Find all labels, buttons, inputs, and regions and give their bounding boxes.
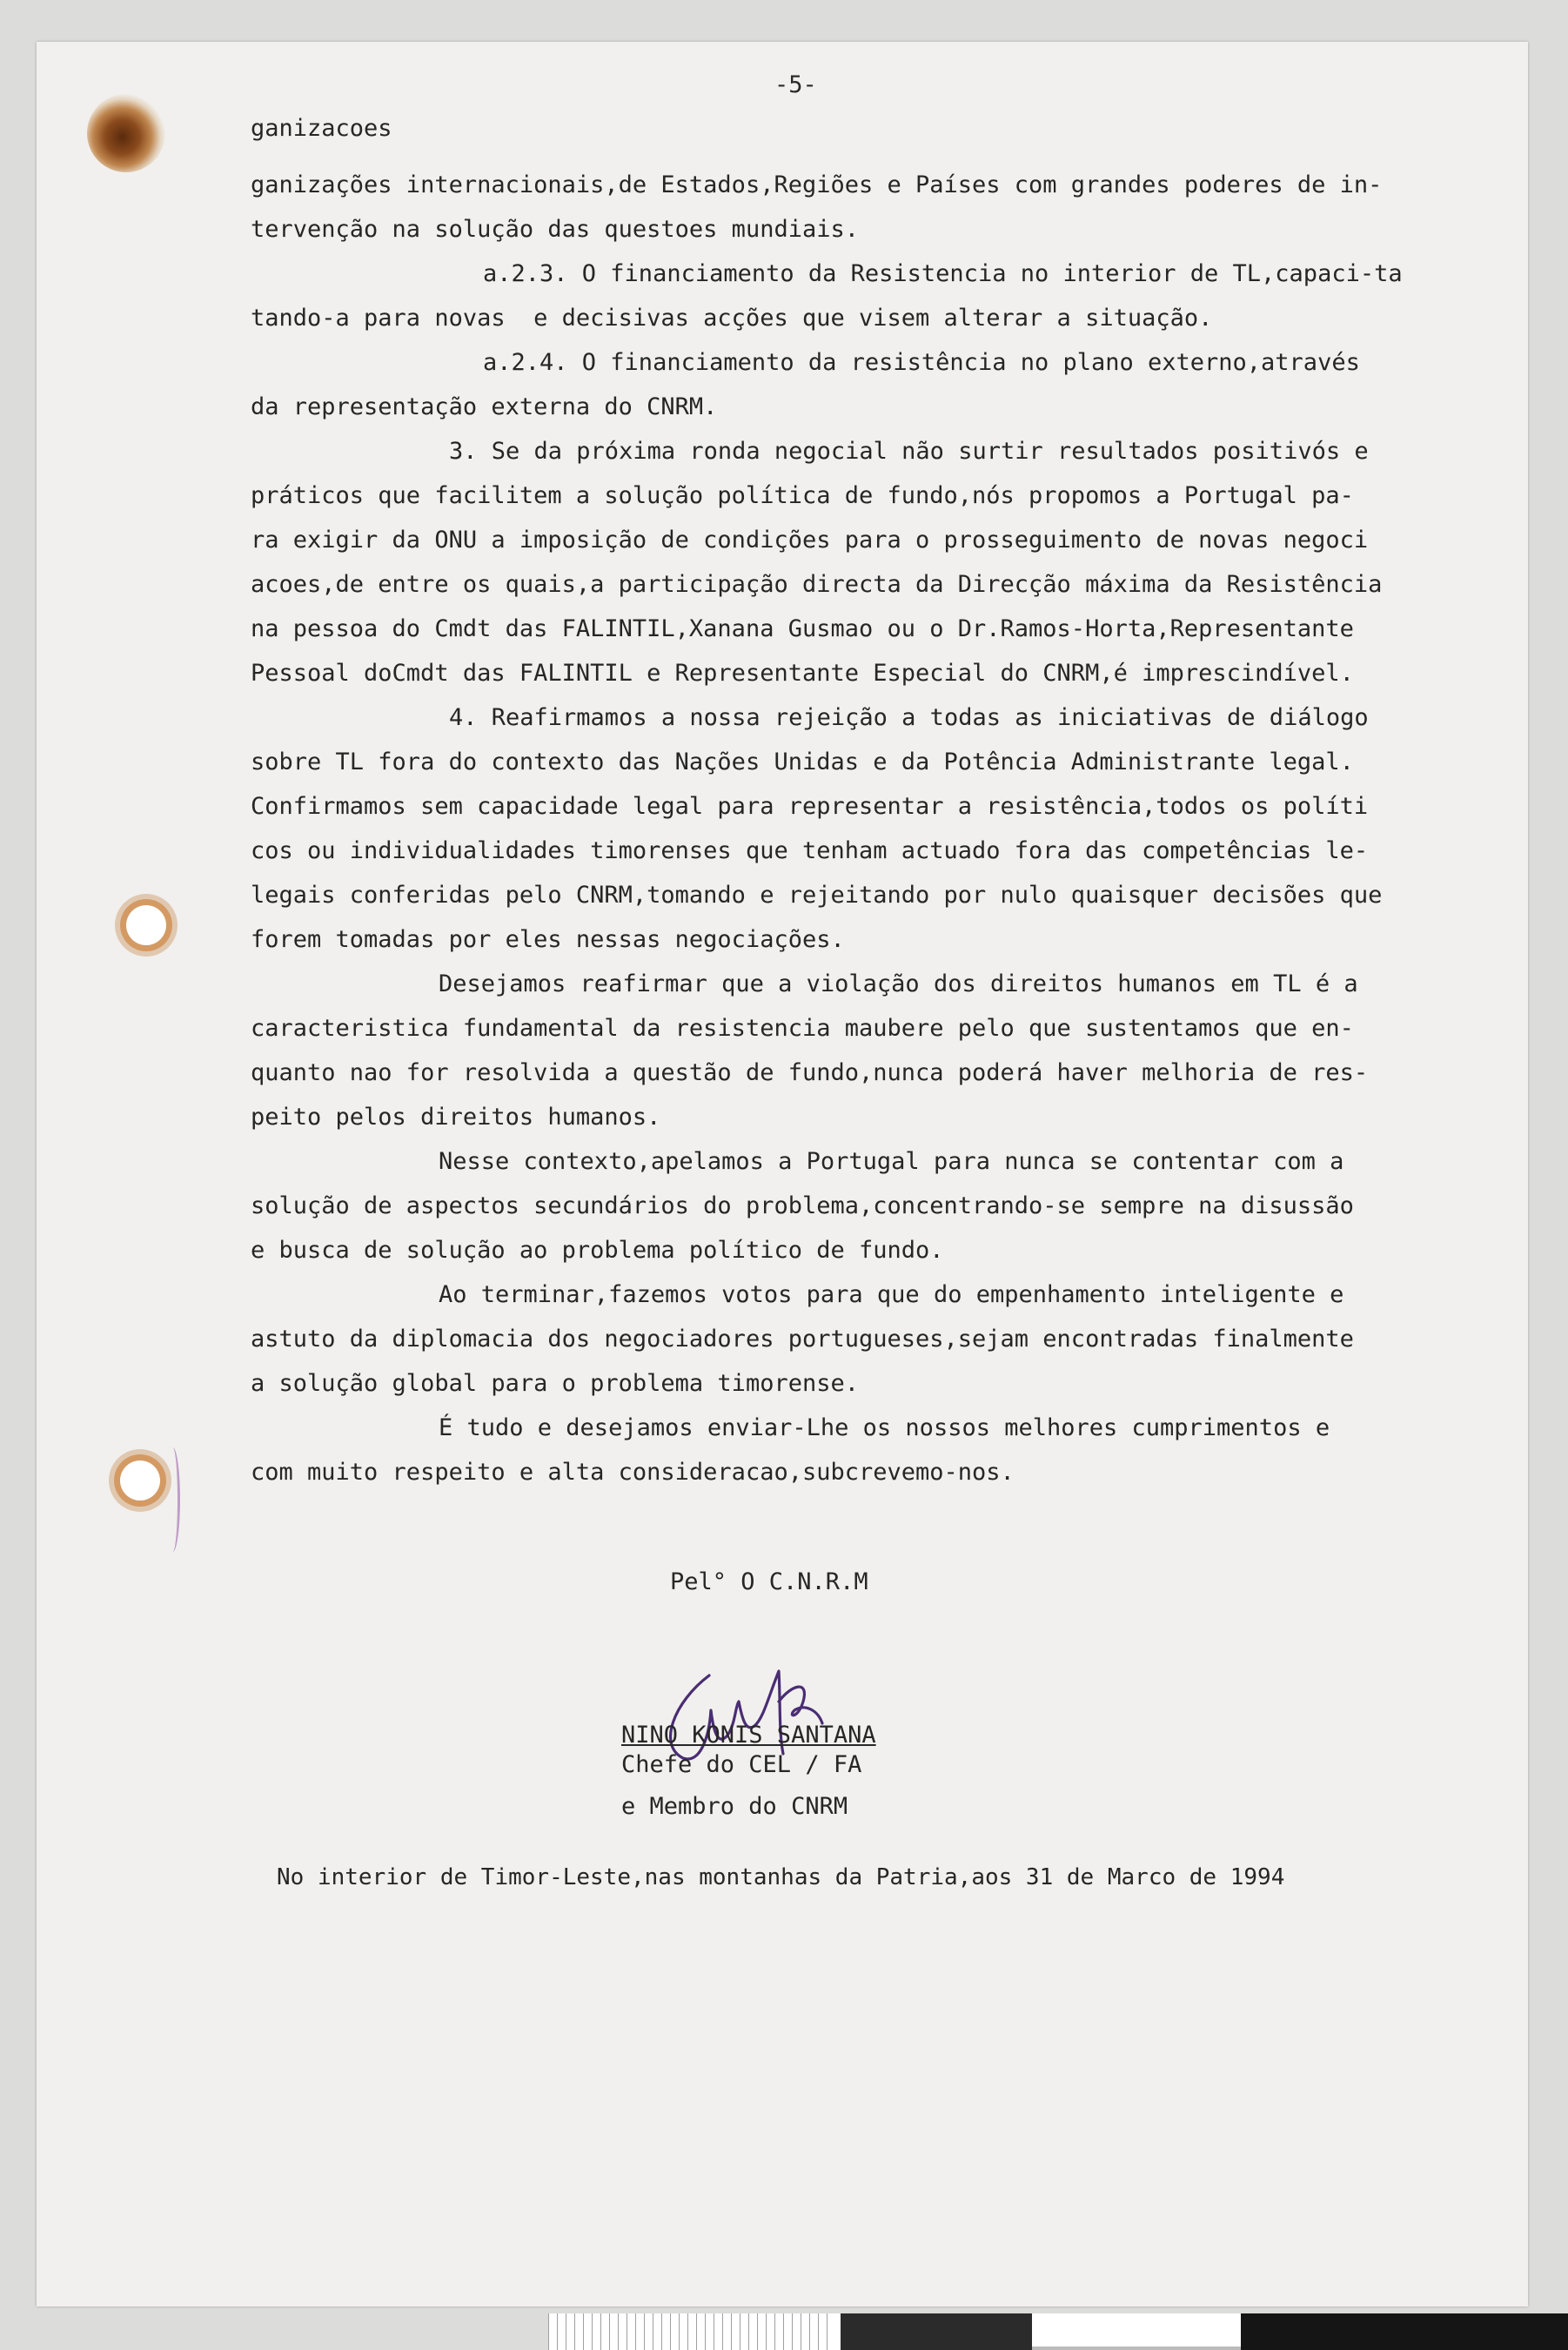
text-line: quanto nao for resolvida a questão de fundo,nunca poderá haver melhoria de res- bbox=[251, 1059, 1369, 1086]
text-line: com muito respeito e alta consideracao,subcrevemo-nos. bbox=[251, 1459, 1015, 1486]
text-line: Pessoal doCmdt das FALINTIL e Representante Especial do CNRM,é imprescindível. bbox=[251, 660, 1354, 687]
text-line: tervenção na solução das questoes mundiais. bbox=[251, 216, 859, 243]
place-date-line: No interior de Timor-Leste,nas montanhas da Patria,aos 31 de Marco de 1994 bbox=[277, 1864, 1285, 1890]
text-line: a.2.3. O financiamento da Resistencia no interior de TL,capaci-ta bbox=[483, 260, 1403, 287]
text-line: Desejamos reafirmar que a violação dos direitos humanos em TL é a bbox=[439, 970, 1358, 997]
punch-hole bbox=[126, 905, 166, 945]
text-line: ra exigir da ONU a imposição de condições para o prosseguimento de novas negoci bbox=[251, 527, 1369, 554]
burn-stain bbox=[87, 94, 165, 172]
signatory-name: NINO KONIS SANTANA bbox=[621, 1722, 876, 1749]
text-line: 4. Reafirmamos a nossa rejeição a todas as iniciativas de diálogo bbox=[449, 704, 1369, 731]
text-line: acoes,de entre os quais,a participação directa da Direcção máxima da Resistência bbox=[251, 571, 1383, 598]
scale-segment bbox=[841, 2313, 1032, 2350]
page-number: -5- bbox=[774, 71, 817, 98]
text-line: a.2.4. O financiamento da resistência no plano externo,através bbox=[483, 349, 1360, 376]
scale-bar bbox=[548, 2313, 1568, 2350]
text-line: ganizações internacionais,de Estados,Regiões e Países com grandes poderes de in- bbox=[251, 171, 1383, 198]
text-line: tando-a para novas e decisivas acções que visem alterar a situação. bbox=[251, 305, 1213, 332]
on-behalf-line: Pel° O C.N.R.M bbox=[670, 1568, 868, 1595]
text-line: 3. Se da próxima ronda negocial não surtir resultados positivós e bbox=[449, 438, 1369, 465]
text-line: peito pelos direitos humanos. bbox=[251, 1104, 661, 1131]
text-line: caracteristica fundamental da resistencia maubere pelo que sustentamos que en- bbox=[251, 1015, 1354, 1042]
text-line: solução de aspectos secundários do problema,concentrando-se sempre na disussão bbox=[251, 1192, 1354, 1219]
text-line: cos ou individualidades timorenses que tenham actuado fora das competências le- bbox=[251, 837, 1369, 864]
text-line: a solução global para o problema timorense. bbox=[251, 1370, 859, 1397]
text-line: e busca de solução ao problema político de fundo. bbox=[251, 1237, 944, 1264]
text-line: da representação externa do CNRM. bbox=[251, 393, 718, 420]
text-line: Ao terminar,fazemos votos para que do empenhamento inteligente e bbox=[439, 1281, 1344, 1308]
text-line: legais conferidas pelo CNRM,tomando e rejeitando por nulo quaisquer decisões que bbox=[251, 882, 1383, 909]
signatory-membership: e Membro do CNRM bbox=[621, 1793, 848, 1820]
signatory-title: Chefe do CEL / FA bbox=[621, 1751, 862, 1778]
ink-mark bbox=[165, 1447, 180, 1552]
text-line: práticos que facilitem a solução política de fundo,nós propomos a Portugal pa- bbox=[251, 482, 1354, 509]
text-line: na pessoa do Cmdt das FALINTIL,Xanana Gusmao ou o Dr.Ramos-Horta,Representante bbox=[251, 615, 1354, 642]
text-line: Nesse contexto,apelamos a Portugal para nunca se contentar com a bbox=[439, 1148, 1344, 1175]
scale-ticks bbox=[548, 2313, 835, 2350]
text-line: Confirmamos sem capacidade legal para representar a resistência,todos os políti bbox=[251, 793, 1369, 820]
scale-segment bbox=[1241, 2313, 1568, 2350]
text-line: É tudo e desejamos enviar-Lhe os nossos melhores cumprimentos e bbox=[439, 1414, 1330, 1441]
text-line: sobre TL fora do contexto das Nações Unidas e da Potência Administrante legal. bbox=[251, 749, 1354, 776]
punch-hole bbox=[120, 1460, 160, 1501]
text-line: forem tomadas por eles nessas negociações. bbox=[251, 926, 845, 953]
scale-segment bbox=[1032, 2313, 1241, 2350]
text-line: ganizacoes bbox=[251, 115, 392, 142]
text-line: astuto da diplomacia dos negociadores portugueses,sejam encontradas finalmente bbox=[251, 1326, 1354, 1353]
